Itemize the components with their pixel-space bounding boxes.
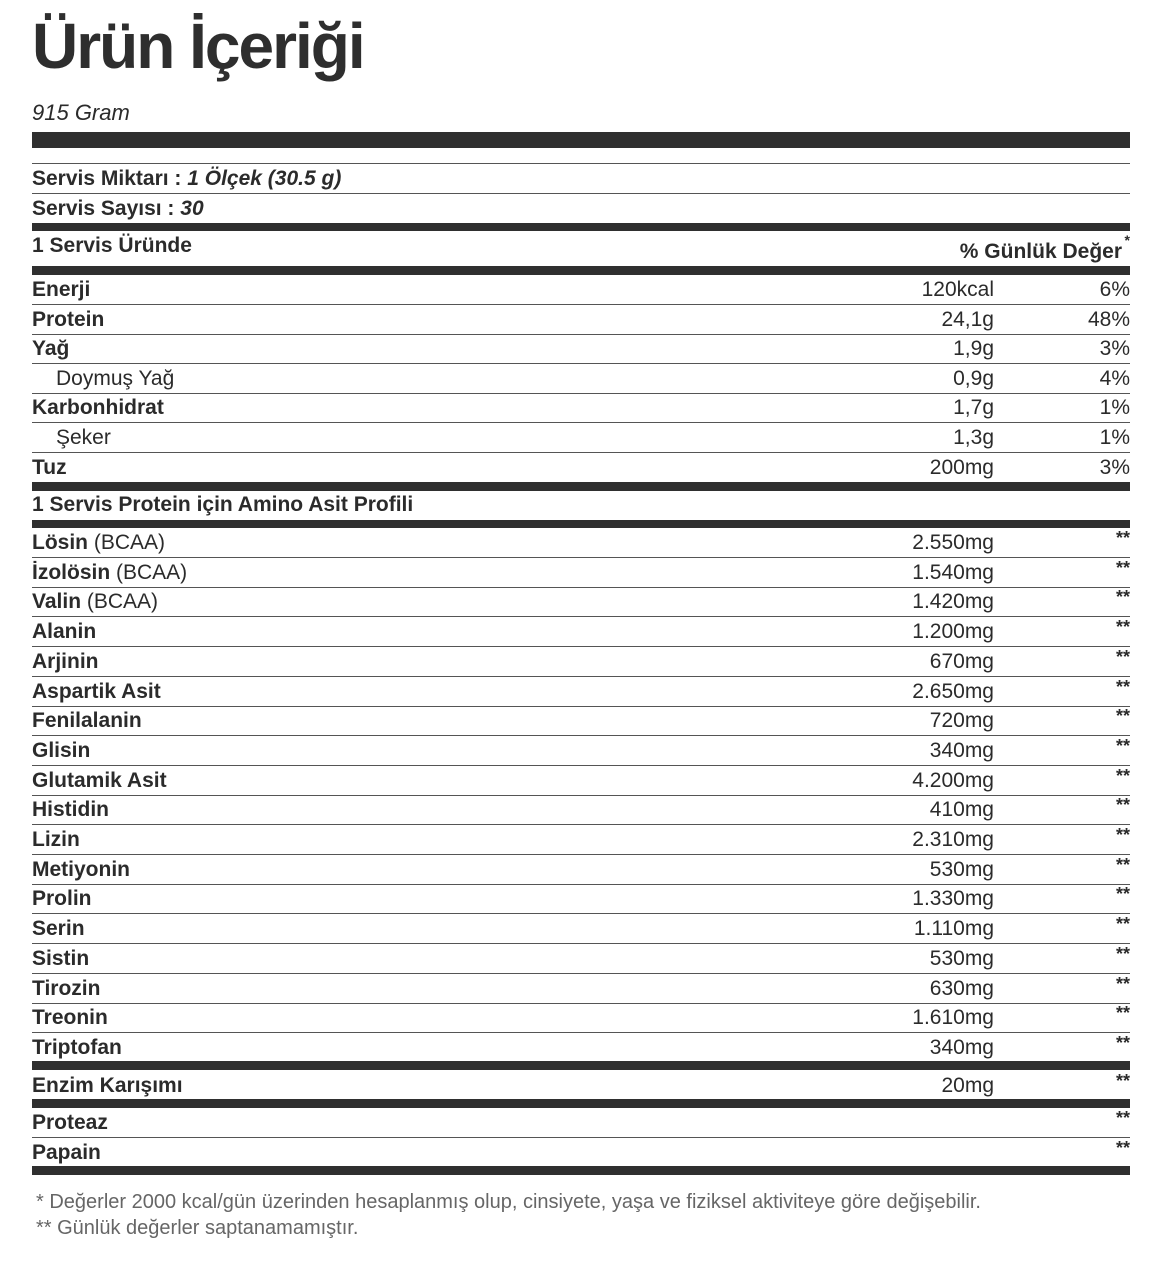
amino-row — [32, 736, 1130, 765]
nutrient-row — [32, 393, 1130, 422]
amino-row — [32, 914, 1130, 943]
enzyme-label: Enzim Karışımı — [32, 1074, 183, 1097]
amino-name: Glisin — [32, 739, 91, 762]
amino-daily-value: ** — [1115, 974, 1130, 994]
amino-label — [32, 1003, 108, 1032]
enzyme-sub-row — [32, 1138, 1130, 1167]
amino-amount: 410mg — [929, 798, 994, 821]
serving-size — [32, 164, 341, 193]
amino-amount: 340mg — [929, 1036, 994, 1059]
amino-daily-value: ** — [1115, 617, 1130, 637]
amino-amount: 1.540mg — [912, 561, 994, 584]
amino-label — [32, 795, 109, 824]
serving-count-label: Servis Sayısı : — [32, 197, 175, 220]
amino-row — [32, 825, 1130, 854]
section-divider — [32, 223, 1130, 231]
amino-amount: 2.650mg — [912, 680, 994, 703]
nutrient-amount: 24,1g — [941, 308, 994, 331]
amino-name: Lizin — [32, 828, 80, 851]
nutrient-row — [32, 305, 1130, 334]
amino-header: 1 Servis Protein için Amino Asit Profili — [32, 493, 414, 516]
amino-row — [32, 528, 1130, 557]
amino-daily-value: ** — [1115, 795, 1130, 815]
amino-name: Glutamik Asit — [32, 769, 167, 792]
enzyme-amount: 20mg — [941, 1074, 994, 1097]
amino-amount: 1.610mg — [912, 1006, 994, 1029]
nutrient-amount: 1,9g — [953, 337, 994, 360]
amino-name: Fenilalanin — [32, 709, 142, 732]
amino-label — [32, 558, 187, 587]
amino-amount: 1.420mg — [912, 590, 994, 613]
amino-name: Tirozin — [32, 977, 101, 1000]
nutrient-amount: 120kcal — [921, 278, 994, 301]
amino-name: Valin — [32, 590, 82, 613]
amino-label — [32, 1033, 122, 1062]
amino-label — [32, 766, 167, 795]
amino-amount: 670mg — [929, 650, 994, 673]
nutrient-label: Protein — [32, 308, 105, 331]
amino-label — [32, 825, 80, 854]
nutrient-amount: 200mg — [929, 456, 994, 479]
amino-amount: 2.550mg — [912, 531, 994, 554]
amino-label — [32, 647, 99, 676]
nutrient-daily-value: 3% — [1099, 337, 1130, 360]
section-divider — [32, 520, 1130, 528]
amino-daily-value: ** — [1115, 677, 1130, 697]
nutrient-row — [32, 364, 1130, 393]
page-title: Ürün İçeriği — [32, 10, 364, 82]
amino-daily-value: ** — [1115, 706, 1130, 726]
amino-row — [32, 1003, 1130, 1032]
amino-suffix: (BCAA) — [110, 561, 188, 584]
amino-name: Sistin — [32, 947, 90, 970]
enzyme-sub-row — [32, 1108, 1130, 1137]
amino-row — [32, 1033, 1130, 1062]
amino-name: Treonin — [32, 1006, 108, 1029]
amino-daily-value: ** — [1115, 1003, 1130, 1023]
amino-label — [32, 528, 165, 557]
amino-name: Alanin — [32, 620, 97, 643]
amino-label — [32, 884, 92, 913]
amino-row — [32, 617, 1130, 646]
serving-count-value: 30 — [180, 197, 204, 220]
amino-row — [32, 587, 1130, 616]
amino-amount: 530mg — [929, 947, 994, 970]
nutrient-daily-value: 3% — [1099, 456, 1130, 479]
amino-amount: 720mg — [929, 709, 994, 732]
amino-amount: 4.200mg — [912, 769, 994, 792]
daily-value-header: % Günlük Değer — [959, 240, 1122, 263]
amino-name: Triptofan — [32, 1036, 122, 1059]
enzyme-daily-value: ** — [1115, 1071, 1130, 1091]
amino-row — [32, 766, 1130, 795]
enzyme-row — [32, 1071, 1130, 1100]
nutrient-row — [32, 423, 1130, 452]
amino-daily-value: ** — [1115, 914, 1130, 934]
nutrient-daily-value: 4% — [1099, 367, 1130, 390]
amino-suffix: (BCAA) — [88, 531, 166, 554]
amino-amount: 630mg — [929, 977, 994, 1000]
serving-size-value: 1 Ölçek (30.5 g) — [187, 167, 342, 190]
section-divider — [32, 482, 1130, 491]
per-serving-header: 1 Servis Üründe — [32, 234, 192, 257]
amino-label — [32, 617, 96, 646]
amino-daily-value: ** — [1115, 647, 1130, 667]
amino-name: Lösin — [32, 531, 88, 554]
enzyme-sub-daily-value: ** — [1115, 1138, 1130, 1158]
amino-row — [32, 974, 1130, 1003]
amino-row — [32, 944, 1130, 973]
amino-name: Histidin — [32, 798, 109, 821]
amino-amount: 1.330mg — [912, 887, 994, 910]
amino-name: Metiyonin — [32, 858, 130, 881]
amino-label — [32, 914, 85, 943]
amino-daily-value: ** — [1115, 855, 1130, 875]
daily-value-footnote-mark: * — [1124, 232, 1130, 248]
amino-label — [32, 855, 130, 884]
amino-row — [32, 706, 1130, 735]
amino-name: Arjinin — [32, 650, 99, 673]
nutrient-label: Doymuş Yağ — [56, 367, 175, 390]
amino-name: Prolin — [32, 887, 92, 910]
amino-row — [32, 677, 1130, 706]
nutrient-daily-value: 48% — [1087, 308, 1130, 331]
amino-daily-value: ** — [1115, 944, 1130, 964]
amino-name: Serin — [32, 917, 85, 940]
amino-suffix: (BCAA) — [81, 590, 159, 613]
amino-daily-value: ** — [1115, 558, 1130, 578]
amino-row — [32, 884, 1130, 913]
nutrient-row — [32, 453, 1130, 482]
amino-daily-value: ** — [1115, 736, 1130, 756]
amino-label — [32, 706, 142, 735]
nutrient-row — [32, 334, 1130, 363]
amino-name: Aspartik Asit — [32, 680, 161, 703]
section-divider — [32, 1061, 1130, 1070]
amino-daily-value: ** — [1115, 884, 1130, 904]
nutrient-daily-value: 1% — [1099, 396, 1130, 419]
amino-label — [32, 677, 161, 706]
nutrient-daily-value: 1% — [1099, 426, 1130, 449]
amino-label — [32, 974, 100, 1003]
product-weight: 915 Gram — [32, 100, 130, 125]
enzyme-sub-label: Proteaz — [32, 1111, 108, 1134]
amino-row — [32, 647, 1130, 676]
amino-row — [32, 855, 1130, 884]
amino-amount: 340mg — [929, 739, 994, 762]
enzyme-sub-label: Papain — [32, 1141, 101, 1164]
amino-daily-value: ** — [1115, 587, 1130, 607]
section-divider — [32, 266, 1130, 275]
bottom-divider — [32, 1166, 1130, 1175]
amino-row — [32, 558, 1130, 587]
amino-label — [32, 736, 90, 765]
nutrient-label: Tuz — [32, 456, 67, 479]
nutrient-label: Şeker — [56, 426, 111, 449]
nutrient-amount: 1,7g — [953, 396, 994, 419]
amino-label — [32, 587, 158, 616]
amino-name: İzolösin — [32, 561, 111, 584]
amino-amount: 1.110mg — [913, 917, 994, 940]
enzyme-sub-daily-value: ** — [1115, 1108, 1130, 1128]
top-divider — [32, 132, 1130, 148]
nutrient-amount: 1,3g — [953, 426, 994, 449]
section-divider — [32, 1099, 1130, 1108]
nutrient-label: Karbonhidrat — [32, 396, 164, 419]
nutrient-label: Yağ — [32, 337, 70, 360]
amino-label — [32, 944, 89, 973]
amino-row — [32, 795, 1130, 824]
footnote-undetermined: ** Günlük değerler saptanamamıştır. — [36, 1217, 359, 1239]
nutrient-row — [32, 275, 1130, 304]
nutrient-amount: 0,9g — [953, 367, 994, 390]
amino-amount: 2.310mg — [912, 828, 994, 851]
amino-daily-value: ** — [1115, 1033, 1130, 1053]
nutrient-label: Enerji — [32, 278, 91, 301]
amino-amount: 530mg — [929, 858, 994, 881]
amino-amount: 1.200mg — [912, 620, 994, 643]
amino-daily-value: ** — [1115, 766, 1130, 786]
serving-size-label: Servis Miktarı : — [32, 167, 182, 190]
amino-daily-value: ** — [1115, 825, 1130, 845]
footnote-daily-value: * Değerler 2000 kcal/gün üzerinden hesaplanmış olup, cinsiyete, yaşa ve fiziksel aktiviteye göre değişebilir. — [36, 1191, 981, 1213]
nutrient-daily-value: 6% — [1099, 278, 1130, 301]
amino-daily-value: ** — [1115, 528, 1130, 548]
serving-count — [32, 194, 204, 223]
